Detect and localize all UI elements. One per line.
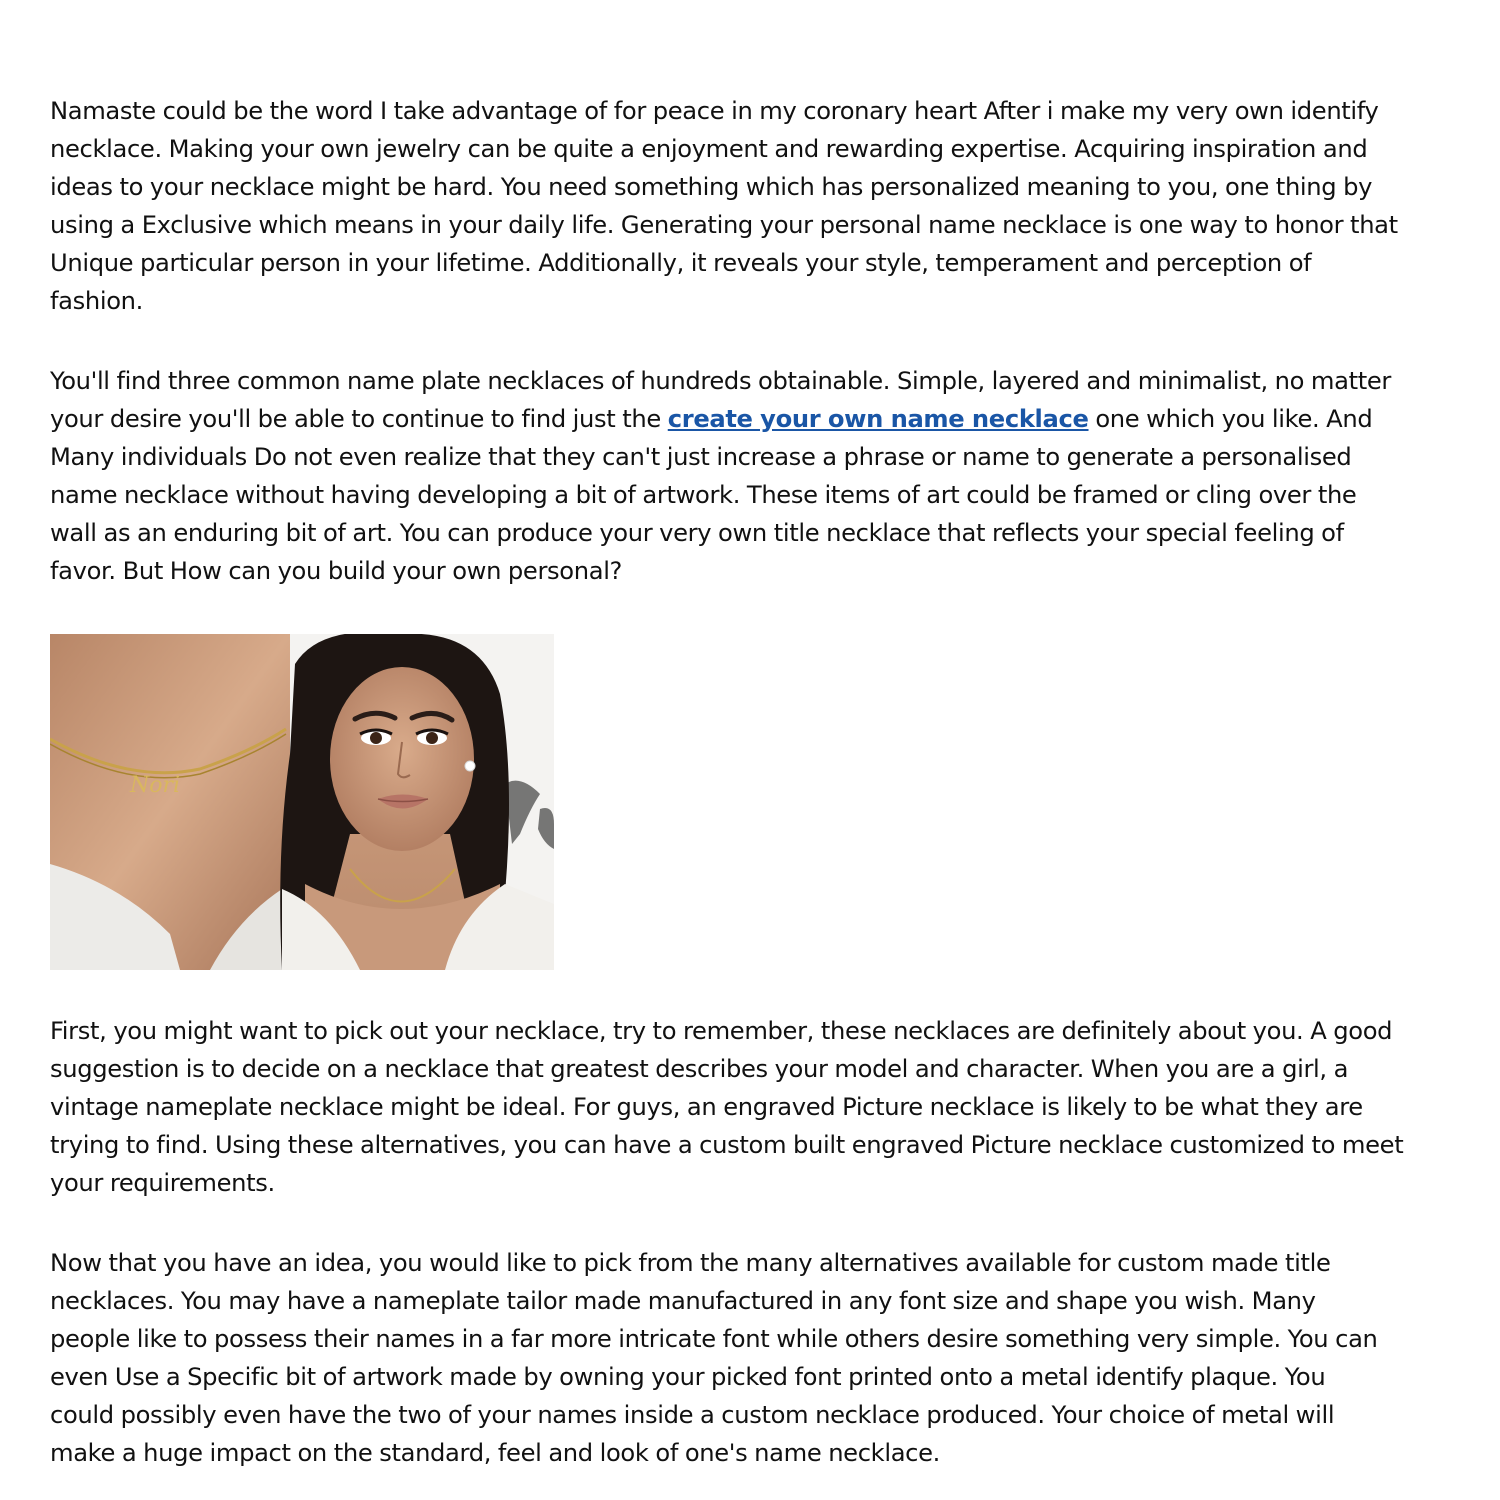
- paragraph-2-end: one which you like. And Many individuals Do not even realize that they can't just increase a phrase or name to generate a personalised name necklace without having developing a bit of artwork. These items of art could be framed or cling over the wall as an enduring bit of art. You can produce your very own title necklace that reflects your special feeling of favor. But How can you build your own personal?: [50, 405, 1373, 585]
- article-body: [50, 92, 1450, 1472]
- name-necklace-link[interactable]: create your own name necklace: [667, 405, 1089, 433]
- paragraph-4: Now that you have an idea, you would like to pick from the many alternatives available for custom made title necklaces. You may have a nameplate tailor made manufactured in any font size and shape you wish. Many people like to possess their names in a far more intricate font while others desire something very simple. You can even Use a Specific bit of artwork made by owning your picked font printed onto a metal identify plaque. You could possibly even have the two of your names inside a custom necklace produced. Your choice of metal will make a huge impact on the standard, feel and look of one's name necklace.: [50, 1249, 1378, 1467]
- paragraph-1: Namaste could be the word I take advantage of for peace in my coronary heart After i make my very own identify necklace. Making your own jewelry can be quite a enjoyment and rewarding expertise. Acquiring inspiration and ideas to your necklace might be hard. You need something which has personalized meaning to you, one thing by using a Exclusive which means in your daily life. Generating your personal name necklace is one way to honor that Unique particular person in your lifetime. Additionally, it reveals your style, temperament and perception of fashion.: [50, 97, 1398, 315]
- paragraph-3: First, you might want to pick out your necklace, try to remember, these necklaces are definitely about you. A good suggestion is to decide on a necklace that greatest describes your model and character. When you are a girl, a vintage nameplate necklace might be ideal. For guys, an engraved Picture necklace is likely to be what they are trying to find. Using these alternatives, you can have a custom built engraved Picture necklace customized to meet your requirements.: [50, 1017, 1404, 1197]
- paragraph-2: [50, 362, 1450, 590]
- paragraph-2-start: You'll find three common name plate necklaces of hundreds obtainable. Simple, layered and minimalist, no matter your desire you'll be able to continue to find just the: [50, 367, 1391, 433]
- necklace-photo: [50, 634, 554, 970]
- nameplate-text: Nori: [130, 773, 181, 798]
